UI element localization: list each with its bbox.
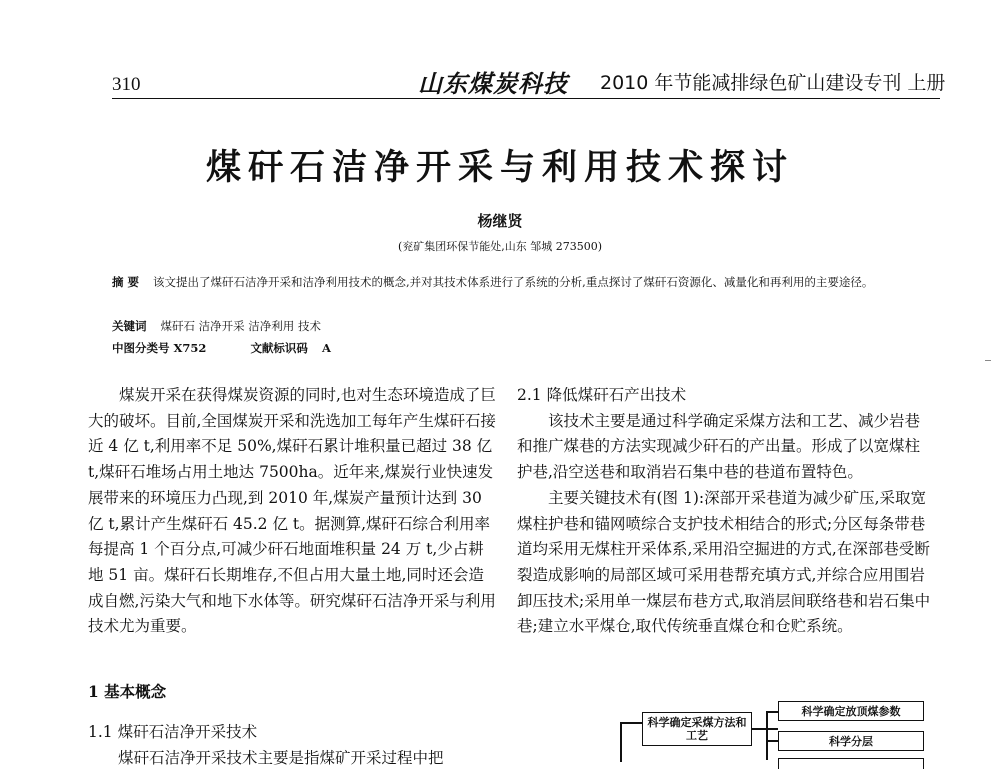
author-name: 杨继贤 [477,212,523,230]
scan-mark [985,360,991,361]
right-paragraph-2: 主要关键技术有(图 1):深部开采巷道为减少矿压,采取宽煤柱护巷和锚网喷综合支护技术相结合的形式;分区每条带巷道均采用无煤柱开采体系,采用沿空掘进的方式,在深部巷受断裂造成影响的局部区域可采用巷帮充填方式,并综合应用围岩卸压技术;采用单一煤层布巷方式,取消层间联络巷和岩石集中巷;建立水平煤仓,取代传统垂直煤仓和仓贮系统。 [517,488,931,636]
right-column [517,383,933,640]
abstract-text: 该文提出了煤矸石洁净开采和洁净利用技术的概念,并对其技术体系进行了系统的分析,重点探讨了煤矸石资源化、减量化和再利用的主要途径。 [153,275,874,289]
intro-paragraph: 煤炭开采在获得煤炭资源的同时,也对生态环境造成了巨大的破坏。目前,全国煤炭开采和洗选加工每年产生煤矸石接近 4 亿 t,利用率不足 50%,煤矸石累计堆积量已超过 38 亿 t,煤矸石堆场占用土地达 7500ha。近年来,煤炭行业快速发展带来的环境压力凸现,到 2010 年,煤炭产量预计达到 30 亿 t,累计产生煤矸石 45.2 亿 t。据测算,煤矸石综合利用率每提高 1 个百分点,可减少矸石地面堆积量 24 万 t,少占耕地 51 亩。煤矸石长期堆存,不但占用大量土地,同时还会造成自燃,污染大气和地下水体等。研究煤矸石洁净开采与利用技术尤为重要。 [88,386,496,636]
classification-label: 中图分类号 X752 [112,341,207,355]
diagram-box-parameters: 科学确定放顶煤参数 [778,701,924,721]
document-code-value: A [321,341,331,355]
connector-line [620,722,642,724]
keywords-label: 关键词 [112,319,147,333]
document-code-label: 文献标识码 [250,341,308,355]
keywords [112,316,940,337]
connector-line [766,740,778,742]
issue-title: 2010 年节能减排绿色矿山建设专刊 上册 [600,72,946,94]
author-affiliation: (兖矿集团环保节能处,山东 邹城 273500) [397,240,603,253]
connector-line [620,722,622,762]
abstract [112,272,940,293]
paper-title: 煤矸石洁净开采与利用技术探讨 [205,147,794,188]
connector-line [766,711,768,760]
left-column [88,383,496,640]
cutoff-line: 煤矸石洁净开采技术主要是指煤矿开采过程中把 [118,749,444,767]
connector-line [766,711,778,713]
diagram-box-method: 科学确定采煤方法和工艺 [642,712,752,746]
section-heading-2-1: 2.1 降低煤矸石产出技术 [517,386,687,404]
diagram-box-layering: 科学分层 [778,731,924,751]
section-heading-1: 1 基本概念 [88,682,167,701]
keywords-text: 煤矸石 洁净开采 洁净利用 技术 [160,319,321,333]
journal-logo: 山东煤炭科技 [418,69,568,98]
header-rule [112,98,940,99]
abstract-label: 摘 要 [112,275,140,289]
classification-line [112,338,940,359]
right-paragraph-1: 该技术主要是通过科学确定采煤方法和工艺、减少岩巷和推广煤巷的方法实现减少矸石的产出量。形成了以宽煤柱护巷,沿空送巷和取消岩石集中巷的巷道布置特色。 [517,411,921,482]
connector-line [752,728,778,730]
section-heading-1-1: 1.1 煤矸石洁净开采技术 [88,723,258,741]
page-number: 310 [112,74,141,95]
